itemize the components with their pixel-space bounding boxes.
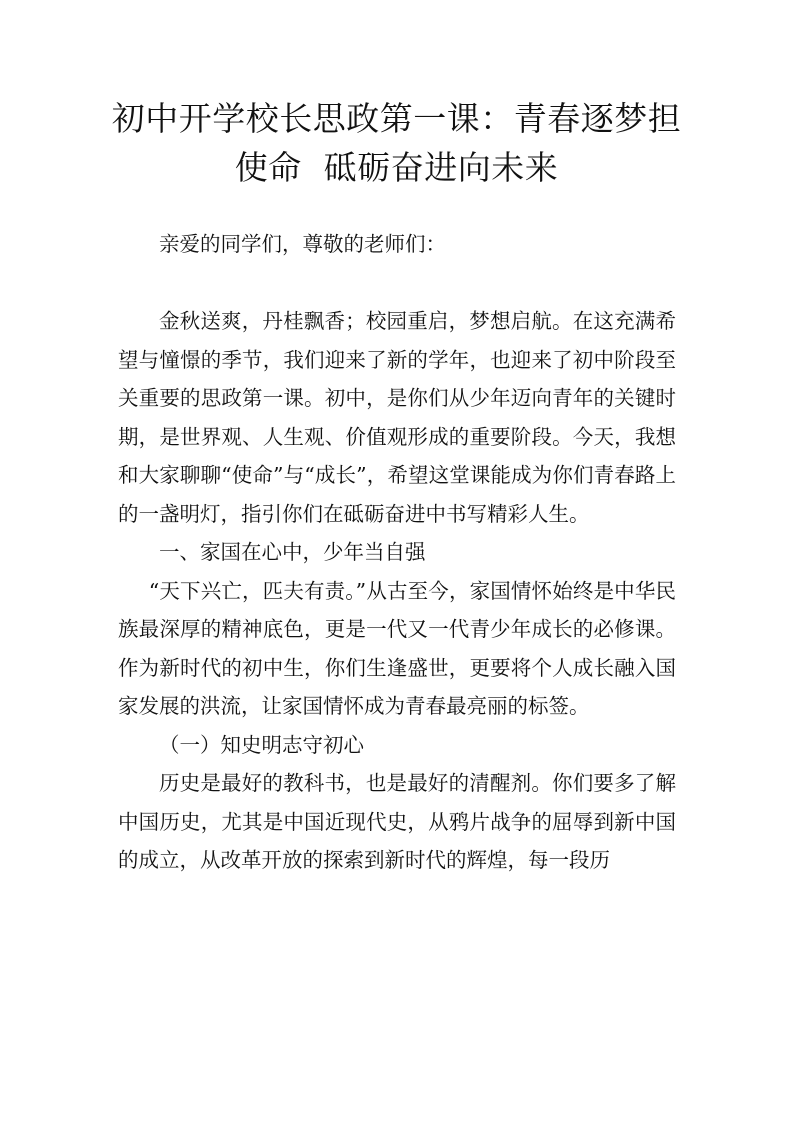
subsection-1-heading: （一）知史明志守初心 [159, 732, 364, 757]
section-1-paragraph: “天下兴亡，匹夫有责。”从古至今，家国情怀始终是中华民族最深厚的精神底色，更是一代又一代青少年成长的必修课。作为新时代的初中生，你们生逢盛世，更要将个人成长融入国家发展的洪流，让家国情怀成为青春最亮丽的标签。 [118, 578, 676, 718]
subsection-1-paragraph: 历史是最好的教科书，也是最好的清醒剂。你们要多了解中国历史，尤其是中国近现代史，从鸦片战争的屈辱到新中国的成立，从改革开放的探索到新时代的辉煌，每一段历 [118, 771, 676, 872]
intro-paragraph: 金秋送爽，丹桂飘香；校园重启，梦想启航。在这充满希望与憧憬的季节，我们迎来了新的学年，也迎来了初中阶段至关重要的思政第一课。初中，是你们从少年迈向青年的关键时期，是世界观、人生观、价值观形成的重要阶段。今天，我想和大家聊聊“使命”与“成长”，希望这堂课能成为你们青春路上的一盏明灯，指引你们在砥砺奋进中书写精彩人生。 [118, 309, 676, 526]
title-line-2: 使命 砥砺奋进向未来 [234, 148, 559, 187]
salutation: 亲爱的同学们，尊敬的老师们： [159, 232, 446, 256]
document-body [118, 225, 676, 880]
title-line-1: 初中开学校长思政第一课：青春逐梦担 [111, 99, 682, 138]
document-title [110, 94, 683, 192]
section-1-heading: 一、家国在心中，少年当自强 [159, 540, 426, 564]
